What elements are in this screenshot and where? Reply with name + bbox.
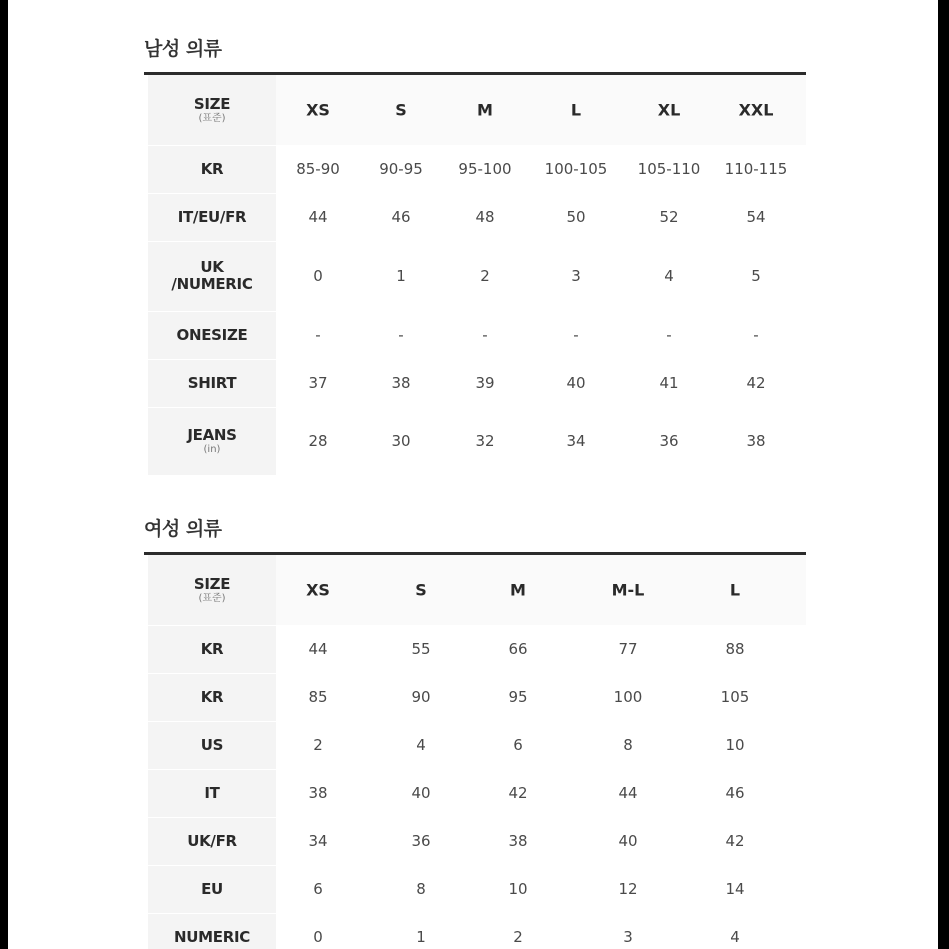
row-label-text: KR [200, 639, 224, 658]
men-value-cell: 1 [396, 267, 406, 285]
women-value-cell: 40 [411, 784, 431, 802]
size-chart-page [8, 0, 938, 949]
row-label-sub: (표준) [198, 592, 226, 604]
men-value-cell: 50 [566, 208, 586, 226]
women-row-label [148, 673, 276, 721]
women-value-cell: 4 [730, 928, 740, 946]
men-section-title: 남성 의류 [144, 38, 222, 60]
row-separator [148, 145, 276, 146]
women-value-cell: 85 [308, 688, 328, 706]
men-value-cell: - [482, 326, 488, 344]
women-value-cell: 6 [313, 880, 323, 898]
men-value-cell: - [315, 326, 321, 344]
row-label-sub: (표준) [198, 112, 226, 124]
women-value-cell: 12 [618, 880, 638, 898]
men-value-cell: 46 [391, 208, 411, 226]
men-size-header-cell: XXL [738, 100, 774, 120]
row-label-text: IT/EU/FR [177, 207, 247, 226]
men-value-cell: 41 [659, 374, 679, 392]
row-label-text: SIZE [193, 574, 231, 593]
men-value-cell: - [753, 326, 759, 344]
row-label-text: JEANS [187, 425, 237, 444]
row-separator [148, 673, 276, 674]
women-value-cell: 10 [508, 880, 528, 898]
men-value-cell: 5 [751, 267, 761, 285]
row-separator [148, 241, 276, 242]
row-label-text: IT [204, 783, 220, 802]
women-row-label [148, 913, 276, 949]
men-value-cell: 2 [480, 267, 490, 285]
row-label-sub: (in) [203, 443, 221, 455]
women-value-cell: 77 [618, 640, 638, 658]
row-label-text: SHIRT [187, 373, 237, 392]
women-value-cell: 44 [308, 640, 328, 658]
women-value-cell: 36 [411, 832, 431, 850]
men-value-cell: 32 [475, 432, 495, 450]
row-separator [148, 193, 276, 194]
row-separator [148, 359, 276, 360]
women-value-cell: 42 [725, 832, 745, 850]
women-value-cell: 38 [508, 832, 528, 850]
women-row-label [148, 865, 276, 913]
men-size-header-cell: M [477, 100, 493, 120]
men-value-cell: - [573, 326, 579, 344]
women-value-cell: 66 [508, 640, 528, 658]
men-value-cell: 30 [391, 432, 411, 450]
row-separator [148, 769, 276, 770]
women-value-cell: 14 [725, 880, 745, 898]
men-header-label [148, 75, 276, 145]
women-row-label [148, 721, 276, 769]
women-size-header-cell: L [729, 580, 741, 600]
men-value-cell: 100-105 [544, 160, 608, 178]
women-value-cell: 2 [513, 928, 523, 946]
row-label-text: SIZE [193, 94, 231, 113]
men-value-cell: 38 [746, 432, 766, 450]
men-value-cell: 40 [566, 374, 586, 392]
women-value-cell: 38 [308, 784, 328, 802]
men-value-cell: 3 [571, 267, 581, 285]
row-label-text: KR [200, 687, 224, 706]
men-value-cell: 42 [746, 374, 766, 392]
women-size-header-cell: M [510, 580, 526, 600]
men-value-cell: 54 [746, 208, 766, 226]
women-value-cell: 95 [508, 688, 528, 706]
men-row-label [148, 193, 276, 241]
women-size-header-cell: M-L [611, 580, 645, 600]
women-row-label [148, 769, 276, 817]
row-separator [148, 625, 276, 626]
men-value-cell: 38 [391, 374, 411, 392]
women-value-cell: 4 [416, 736, 426, 754]
row-separator [148, 311, 276, 312]
men-header-band [276, 75, 806, 145]
women-value-cell: 2 [313, 736, 323, 754]
women-value-cell: 42 [508, 784, 528, 802]
women-value-cell: 0 [313, 928, 323, 946]
men-value-cell: 85-90 [296, 160, 340, 178]
row-label-text: UK/FR [187, 831, 237, 850]
men-label-column [148, 75, 276, 475]
men-value-cell: 0 [313, 267, 323, 285]
women-value-cell: 100 [613, 688, 643, 706]
women-value-cell: 105 [720, 688, 750, 706]
men-value-cell: - [398, 326, 404, 344]
men-value-cell: 52 [659, 208, 679, 226]
row-label-text: EU [201, 879, 223, 898]
row-label-text: NUMERIC [174, 927, 250, 946]
men-value-cell: 105-110 [637, 160, 701, 178]
women-value-cell: 6 [513, 736, 523, 754]
row-label-text: ONESIZE [176, 325, 248, 344]
women-value-cell: 55 [411, 640, 431, 658]
row-label-text: UK /NUMERIC [171, 258, 253, 293]
row-separator [148, 721, 276, 722]
women-value-cell: 46 [725, 784, 745, 802]
men-value-cell: 90-95 [379, 160, 423, 178]
men-row-label [148, 241, 276, 311]
men-row-label [148, 407, 276, 475]
men-value-cell: 95-100 [458, 160, 512, 178]
women-value-cell: 44 [618, 784, 638, 802]
row-label-text: US [200, 735, 224, 754]
row-separator [148, 817, 276, 818]
women-value-cell: 10 [725, 736, 745, 754]
men-value-cell: 4 [664, 267, 674, 285]
women-value-cell: 1 [416, 928, 426, 946]
women-value-cell: 88 [725, 640, 745, 658]
men-value-cell: 28 [308, 432, 328, 450]
women-value-cell: 3 [623, 928, 633, 946]
women-value-cell: 90 [411, 688, 431, 706]
men-value-cell: 48 [475, 208, 495, 226]
women-value-cell: 34 [308, 832, 328, 850]
women-section-title: 여성 의류 [144, 518, 222, 540]
men-row-label [148, 145, 276, 193]
women-size-header-cell: S [415, 580, 427, 600]
women-row-label [148, 817, 276, 865]
women-row-label [148, 625, 276, 673]
women-header-label [148, 555, 276, 625]
men-value-cell: 39 [475, 374, 495, 392]
men-value-cell: 36 [659, 432, 679, 450]
women-value-cell: 40 [618, 832, 638, 850]
men-size-header-cell: L [570, 100, 582, 120]
women-value-cell: 8 [416, 880, 426, 898]
men-size-header-cell: S [395, 100, 407, 120]
women-header-band [276, 555, 806, 625]
women-value-cell: 8 [623, 736, 633, 754]
men-value-cell: 34 [566, 432, 586, 450]
row-separator [148, 865, 276, 866]
men-value-cell: 37 [308, 374, 328, 392]
row-label-text: KR [200, 159, 224, 178]
men-row-label [148, 311, 276, 359]
men-size-header-cell: XL [657, 100, 681, 120]
row-separator [148, 913, 276, 914]
men-size-header-cell: XS [306, 100, 330, 120]
men-row-label [148, 359, 276, 407]
row-separator [148, 407, 276, 408]
women-label-column [148, 555, 276, 949]
women-size-header-cell: XS [306, 580, 330, 600]
men-value-cell: - [666, 326, 672, 344]
men-value-cell: 44 [308, 208, 328, 226]
men-value-cell: 110-115 [724, 160, 788, 178]
